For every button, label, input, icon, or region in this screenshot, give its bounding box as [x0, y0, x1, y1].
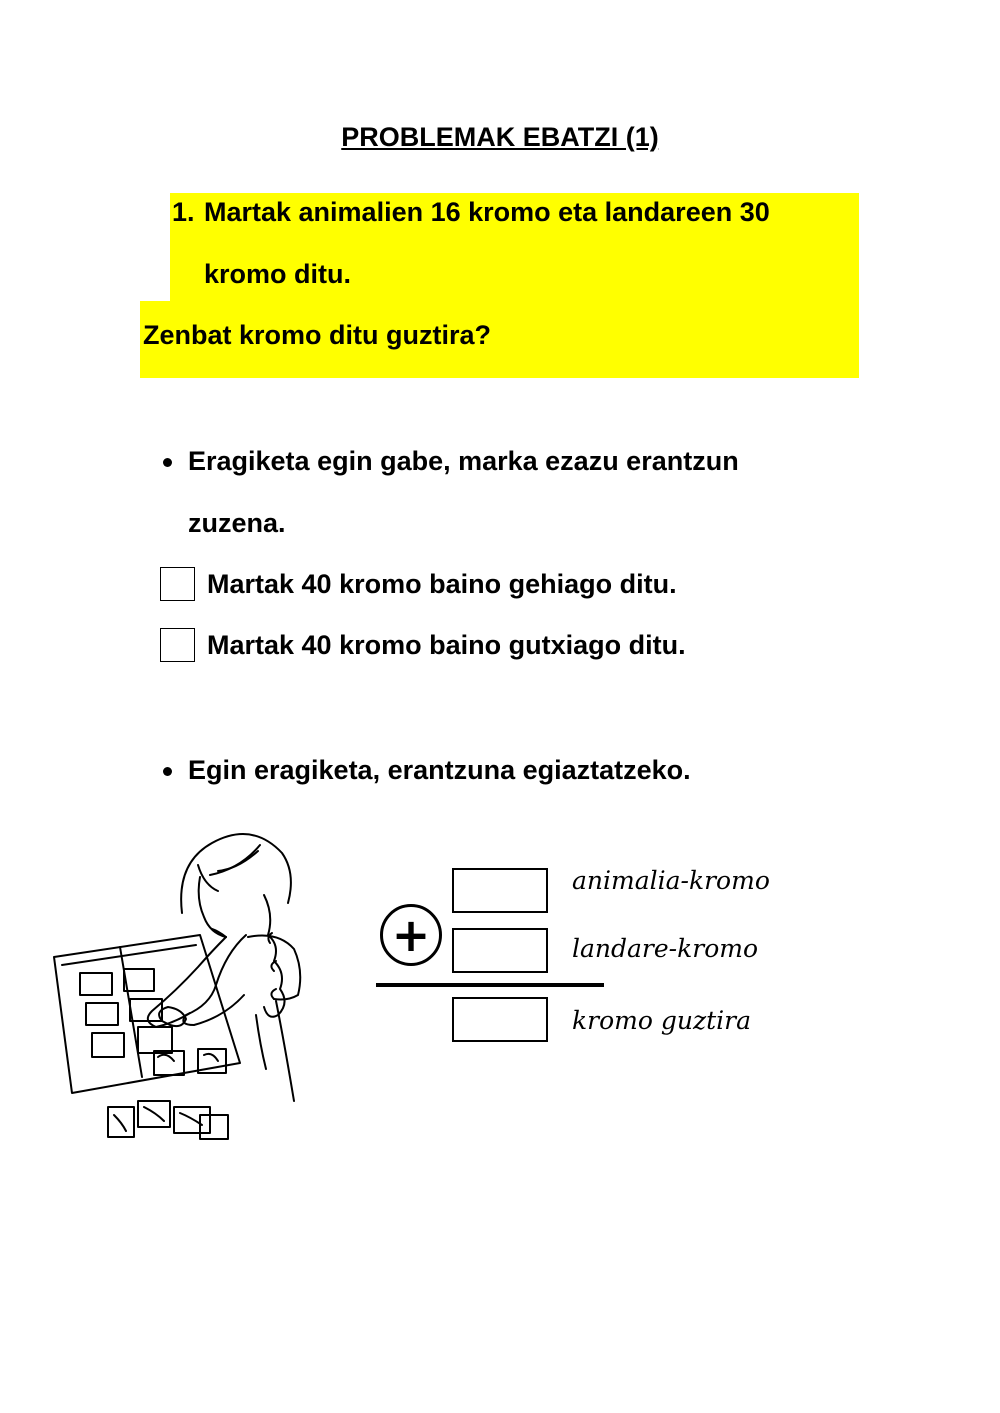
addend-1-answer-box[interactable] — [452, 868, 548, 913]
plus-operator: + — [380, 904, 442, 966]
bullet-icon — [163, 458, 172, 467]
problem-statement-line2: kromo ditu. — [204, 259, 351, 289]
sum-line — [376, 983, 604, 987]
task2-instruction: Egin eragiketa, erantzuna egiaztatzeko. — [188, 755, 691, 785]
option-less-checkbox[interactable] — [160, 628, 195, 662]
task1-instruction-line2: zuzena. — [188, 508, 286, 538]
label-animal-stickers: animalia-kromo — [572, 866, 770, 895]
label-total-stickers: kromo guztira — [572, 1006, 752, 1035]
page-title: PROBLEMAK EBATZI (1) — [341, 122, 659, 152]
option-more-label: Martak 40 kromo baino gehiago ditu. — [207, 569, 677, 599]
problem-number: 1. — [172, 197, 195, 227]
problem-question: Zenbat kromo ditu guztira? — [143, 320, 491, 350]
option-less-label: Martak 40 kromo baino gutxiago ditu. — [207, 630, 686, 660]
addend-2-answer-box[interactable] — [452, 928, 548, 973]
total-answer-box[interactable] — [452, 997, 548, 1042]
bullet-icon — [163, 767, 172, 776]
girl-with-sticker-album-illustration — [50, 825, 310, 1145]
problem-statement-line1: Martak animalien 16 kromo eta landareen 30 — [204, 197, 770, 227]
label-plant-stickers: landare-kromo — [572, 934, 759, 963]
option-more-checkbox[interactable] — [160, 567, 195, 601]
task1-instruction-line1: Eragiketa egin gabe, marka ezazu erantzun — [188, 446, 739, 476]
